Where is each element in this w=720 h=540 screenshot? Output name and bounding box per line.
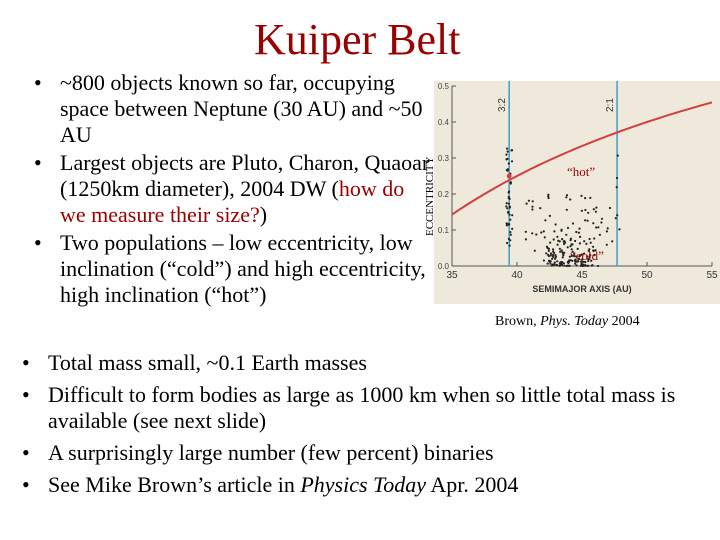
kbo-point (551, 258, 553, 260)
kbo-point (580, 263, 582, 265)
kbo-point (567, 246, 569, 248)
y-axis-label: ECCENTRICITY (424, 156, 436, 236)
bullet-formation-difficulty (20, 382, 700, 434)
x-tick-label: 35 (446, 270, 458, 281)
kbo-point (559, 263, 561, 265)
kbo-point (547, 263, 549, 265)
kbo-point (563, 240, 565, 242)
caption-journal: Phys. Today (540, 314, 609, 329)
kbo-point (562, 256, 564, 258)
caption-author: Brown, (495, 314, 541, 329)
kbo-point (563, 252, 565, 254)
kbo-point (561, 261, 563, 263)
kbo-point (553, 230, 555, 232)
bullet-largest-objects (32, 150, 432, 228)
kbo-point (507, 170, 509, 172)
kbo-point (616, 186, 618, 188)
kbo-point (583, 240, 585, 242)
kbo-point (559, 248, 561, 250)
kbo-point (548, 255, 550, 257)
kbo-point (508, 162, 510, 164)
kbo-point (535, 233, 537, 235)
kbo-point (511, 214, 513, 216)
bullet-text: Total mass small, ~0.1 Earth masses (48, 350, 367, 375)
kbo-point (548, 248, 550, 250)
kbo-point (575, 231, 577, 233)
slide-title: Kuiper Belt (254, 15, 461, 64)
kbo-point (565, 196, 567, 198)
kbo-point (589, 197, 591, 199)
kbo-point (590, 242, 592, 244)
kbo-point (560, 230, 562, 232)
kbo-point (578, 228, 580, 230)
kbo-point (552, 256, 554, 258)
kbo-point (540, 231, 542, 233)
kbo-point (616, 177, 618, 179)
kbo-point (618, 228, 620, 230)
kbo-point (509, 245, 511, 247)
bullet-text: Difficult to form bodies as large as 1000 km when so little total mass is available (see next slide) (48, 382, 676, 433)
figure-caption (495, 314, 640, 330)
kbo-point (580, 195, 582, 197)
kbo-point (534, 250, 536, 252)
kbo-point (593, 237, 595, 239)
bullet-text: A surprisingly large number (few percent) binaries (48, 440, 494, 465)
kbo-point (525, 231, 527, 233)
kbo-point (531, 206, 533, 208)
kbo-point (570, 238, 572, 240)
hot-label: “hot” (567, 164, 596, 179)
resonance-label: 2:1 (605, 98, 617, 112)
top-bullet-list (32, 70, 432, 310)
highlighted-point (507, 174, 512, 179)
kbo-point (507, 211, 509, 213)
kbo-point (556, 260, 558, 262)
kbo-point (510, 149, 512, 151)
kbo-point (506, 148, 508, 150)
kbo-point (543, 259, 545, 261)
kbo-point (556, 236, 558, 238)
kbo-point (566, 194, 568, 196)
kbo-point (508, 203, 510, 205)
bullet-text: Largest objects are Pluto, Charon, Quaoar (1250km diameter), 2004 DW ( (60, 150, 430, 201)
kbo-point (566, 209, 568, 211)
kbo-point (555, 223, 557, 225)
caption-year: 2004 (608, 314, 640, 329)
kbo-point (566, 265, 568, 267)
kbo-point (553, 238, 555, 240)
kbo-point (507, 151, 509, 153)
kbo-point (601, 218, 603, 220)
kbo-point (532, 200, 534, 202)
kbo-point (509, 206, 511, 208)
kbo-point (562, 254, 564, 256)
x-tick-label: 40 (511, 270, 523, 281)
kbo-point (606, 230, 608, 232)
kbo-point (544, 236, 546, 238)
bullet-article-reference (20, 472, 700, 498)
kbo-point (585, 243, 587, 245)
kbo-point (581, 210, 583, 212)
kbo-point (550, 252, 552, 254)
kbo-point (509, 231, 511, 233)
kbo-point (574, 240, 576, 242)
kbo-point (595, 211, 597, 213)
kbo-point (597, 226, 599, 228)
kbo-point (506, 202, 508, 204)
kbo-point (526, 203, 528, 205)
kbo-point (593, 208, 595, 210)
kbo-point (584, 209, 586, 211)
kbo-point (584, 219, 586, 221)
kbo-point (565, 234, 567, 236)
kbo-point (557, 244, 559, 246)
kbo-point (511, 228, 513, 230)
x-tick-label: 50 (641, 270, 653, 281)
kbo-point (617, 155, 619, 157)
kbo-point (561, 249, 563, 251)
kbo-point (554, 261, 556, 263)
kbo-point (555, 264, 557, 266)
y-tick-label: 0.0 (437, 262, 449, 271)
kbo-point (506, 207, 508, 209)
bullet-text-end: Apr. 2004 (426, 472, 519, 497)
kbo-point (549, 242, 551, 244)
bullet-objects-known (32, 70, 432, 148)
resonance-label: 3:2 (497, 98, 509, 112)
kbo-point (509, 219, 511, 221)
kbo-point (561, 238, 563, 240)
kbo-point (587, 212, 589, 214)
kbo-point (597, 265, 599, 267)
x-axis-label: SEMIMAJOR AXIS (AU) (532, 284, 632, 294)
kbo-point (576, 264, 578, 266)
kbo-point (589, 238, 591, 240)
x-tick-label: 45 (576, 270, 588, 281)
kbo-point (607, 227, 609, 229)
kbo-point (554, 258, 556, 260)
kbo-point (552, 248, 554, 250)
kbo-point (548, 250, 550, 252)
kbo-point (528, 200, 530, 202)
cold-label: “cold” (570, 248, 604, 263)
kbo-point (568, 265, 570, 267)
kbo-point (506, 158, 508, 160)
kbo-point (508, 214, 510, 216)
kbo-point (591, 265, 593, 267)
kbo-point (606, 244, 608, 246)
kbo-point (507, 223, 509, 225)
kbo-point (547, 194, 549, 196)
kbo-point (505, 154, 507, 156)
kbo-point (587, 220, 589, 222)
kbo-point (572, 222, 574, 224)
bottom-bullet-list (20, 350, 700, 504)
kbo-point (553, 264, 555, 266)
kbo-point (508, 191, 510, 193)
kbo-point (544, 219, 546, 221)
kbo-point (567, 261, 569, 263)
kbo-point (531, 232, 533, 234)
kbo-point (563, 262, 565, 264)
y-tick-label: 0.5 (437, 82, 449, 91)
kbo-point (549, 215, 551, 217)
kbo-point (567, 227, 569, 229)
bullet-text: ~800 objects known so far, occupying space between Neptune (30 AU) and ~50 AU (60, 70, 423, 147)
bullet-text-end: ) (259, 202, 268, 227)
kbo-point (553, 252, 555, 254)
kbo-point (550, 254, 552, 256)
kbo-point (611, 240, 613, 242)
physics-today-title: Physics Today (300, 472, 427, 497)
kbo-point (616, 214, 618, 216)
kbo-point (545, 252, 547, 254)
kbo-point (595, 226, 597, 228)
kbo-point (563, 265, 565, 267)
kbo-point (549, 263, 551, 265)
kbo-point (550, 260, 552, 262)
kbo-point (579, 236, 581, 238)
kbo-point (579, 242, 581, 244)
kbo-point (525, 238, 527, 240)
kbo-point (508, 238, 510, 240)
kbo-point (511, 160, 513, 162)
kbo-point (557, 240, 559, 242)
kbo-point (584, 197, 586, 199)
bullet-total-mass (20, 350, 700, 376)
y-tick-label: 0.1 (437, 226, 449, 235)
kbo-point (584, 264, 586, 266)
kuiper-belt-plot (422, 76, 720, 308)
kbo-point (552, 254, 554, 256)
kbo-point (600, 221, 602, 223)
bullet-two-populations (32, 230, 432, 308)
kbo-point (531, 208, 533, 210)
kbo-point (599, 234, 601, 236)
kbo-point (595, 207, 597, 209)
kbo-point (587, 265, 589, 267)
kbo-point (505, 205, 507, 207)
kbo-point (510, 234, 512, 236)
kbo-point (569, 198, 571, 200)
kbo-point (555, 255, 557, 257)
kbo-point (592, 222, 594, 224)
y-tick-label: 0.3 (437, 154, 449, 163)
y-tick-label: 0.2 (437, 190, 449, 199)
kbo-point (609, 207, 611, 209)
kbo-point (506, 242, 508, 244)
kbo-point (578, 232, 580, 234)
kbo-point (615, 217, 617, 219)
y-tick-label: 0.4 (437, 118, 449, 127)
bullet-text: See Mike Brown’s article in (48, 472, 301, 497)
kbo-point (571, 243, 573, 245)
kbo-point (539, 207, 541, 209)
bullet-binaries (20, 440, 700, 466)
size-question-highlight: how do we measure their size? (60, 176, 405, 227)
bullet-text: Two populations – low eccentricity, low inclination (“cold”) and high eccentricity, high inclination (“hot”) (60, 230, 426, 307)
kbo-point (510, 182, 512, 184)
eccentricity-vs-axis-chart (422, 76, 720, 308)
kbo-point (543, 230, 545, 232)
x-tick-label: 55 (706, 270, 718, 281)
kbo-point (508, 197, 510, 199)
